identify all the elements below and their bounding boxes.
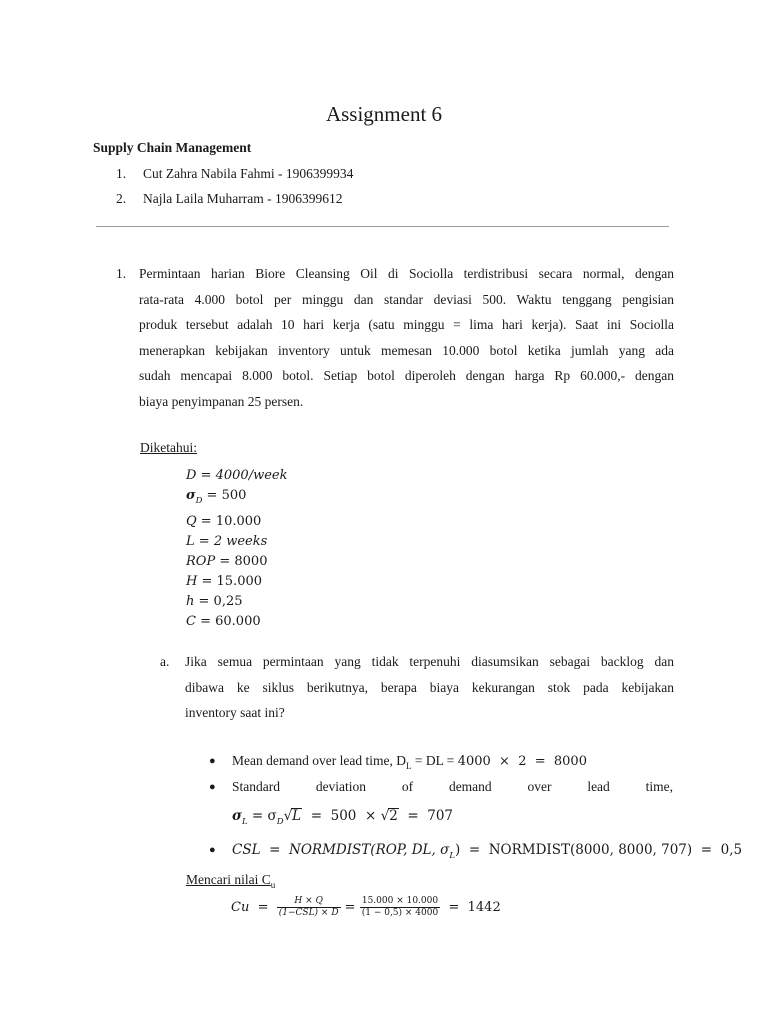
known-item: L = 2 weeks [186,534,268,549]
part-a-line: Jika semua permintaan yang tidak terpenuhi diasumsikan sebagai backlog dan [185,654,674,669]
question-line: menerapkan kebijakan inventory untuk memesan 10.000 botol ketika jumlah yang ada [139,342,674,358]
bullet-dot: ● [209,781,216,793]
question-number: 1. [116,266,127,281]
part-a-line: dibawa ke siklus berikutnya, berapa biaya kekurangan stok pada kebijakan [185,679,674,695]
question-text [139,261,674,414]
course-subtitle: Supply Chain Management [93,140,252,155]
csl-formula: CSL = NORMDIST(ROP, DL, $\sigma_L$) = NORMDIST(8000, 8000, 707) = 0,5 [232,842,743,861]
author-item [116,191,342,207]
author-number: 1. [116,166,127,181]
bullet-dot: ● [209,844,216,856]
known-heading: Diketahui: [140,440,197,455]
question-line: produk tersebut adalah 10 hari kerja (satu minggu = lima hari kerja). Saat ini Sociolla [139,317,674,332]
bullet-std-dev-label: Standard deviation of demand over lead time, [232,779,673,794]
known-item: ROP = 8000 [186,554,268,569]
known-item: H = 15.000 [186,574,263,589]
cu-formula: Cu = $\frac{H \times Q}{\text{(1−CSL) × D}}$ = $\frac{15.000 \times 10.000}{(1 - 0,5) \times 4000}$ = 1442 [231,896,501,918]
page-title: Assignment 6 [325,102,443,126]
known-item: Q = 10.000 [186,514,262,529]
bullet-dot: ● [209,755,216,767]
known-item: $\sigma_D = 500$ [186,488,247,506]
find-cu-heading: Mencari nilai $C_u$ [186,872,276,890]
question-line: rata-rata 4.000 botol per minggu dan standar deviasi 500. Waktu tenggang pengisian [139,291,674,307]
bullet-mean-demand: Mean demand over lead time, $D_L$ = DL = 4000 × 2 = 8000 [232,753,587,771]
question-line: biaya penyimpanan 25 persen. [139,393,304,409]
part-a-line: inventory saat ini? [185,705,285,720]
known-item: D = 4000/week [186,468,288,483]
author-number: 2. [116,191,127,206]
part-a-label: a. [160,654,170,669]
known-item: h = 0,25 [186,594,243,609]
known-item: C = 60.000 [186,614,261,629]
part-a-text [185,649,674,726]
author-item [116,166,353,182]
std-dev-formula: $\sigma_L = \sigma_D√L = 500 \times √2 = 707$ [232,808,454,827]
question-line: sudah mencapai 8.000 botol. Setiap botol diperoleh dengan harga Rp 60.000,- dengan [139,368,674,383]
question-line: Permintaan harian Biore Cleansing Oil di Sociolla terdistribusi secara normal, dengan [139,266,674,281]
horizontal-divider [96,226,669,227]
author-name: Najla Laila Muharram - 1906399612 [143,191,343,206]
author-name: Cut Zahra Nabila Fahmi - 1906399934 [143,166,354,181]
